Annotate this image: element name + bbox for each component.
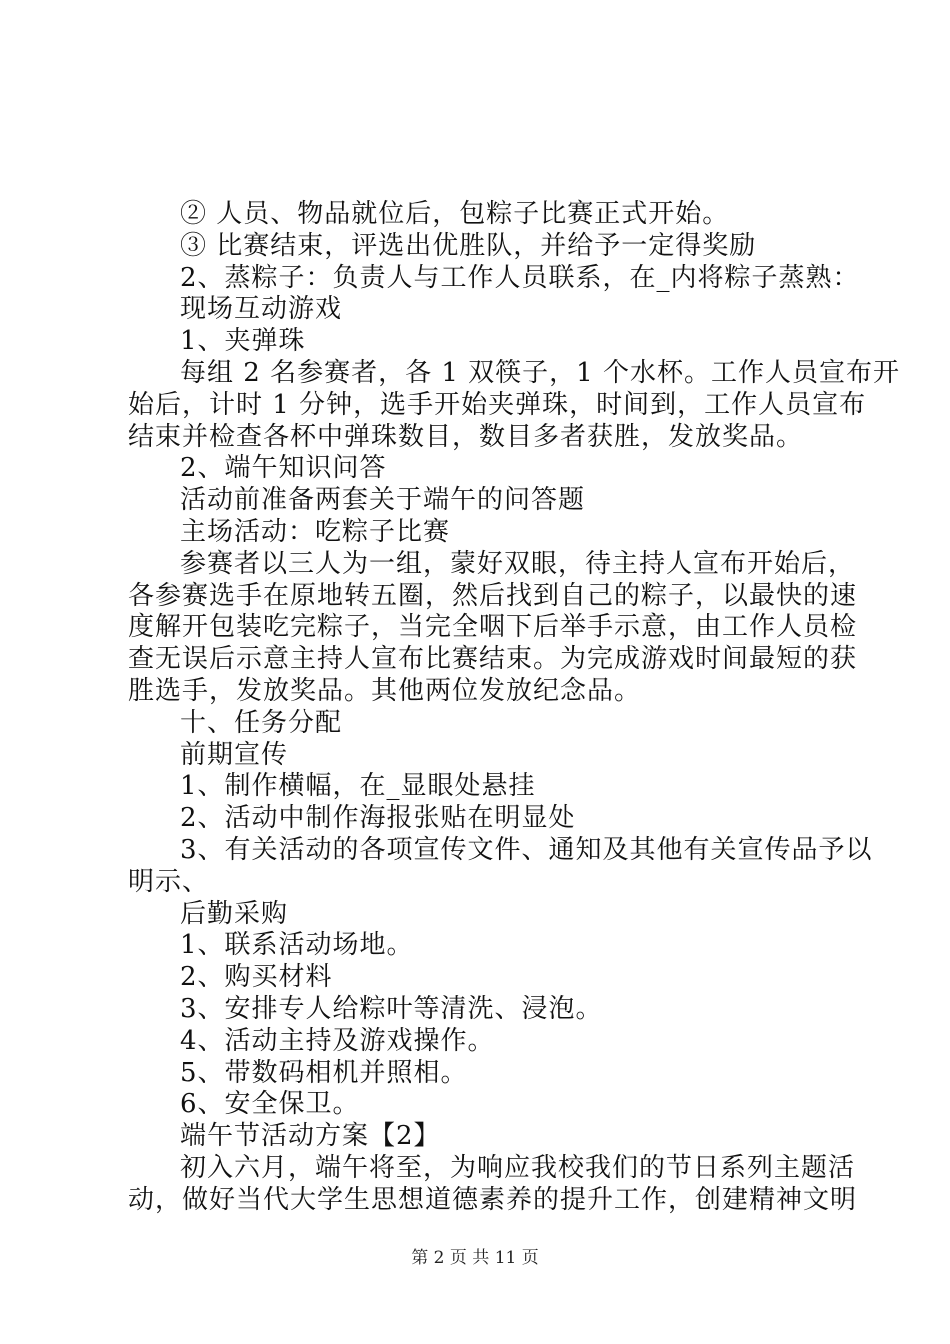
text-line: 明示、 bbox=[128, 866, 210, 897]
section-heading: 端午节活动方案【2】 bbox=[180, 1121, 441, 1152]
text-line: 3、有关活动的各项宣传文件、通知及其他有关宣传品予以 bbox=[180, 834, 873, 865]
text-line: 2、蒸粽子：负责人与工作人员联系，在_内将粽子蒸熟： bbox=[180, 262, 860, 293]
text-line: 5、带数码相机并照相。 bbox=[180, 1057, 468, 1088]
document-body bbox=[128, 199, 900, 1217]
text-line: 度解开包装吃完粽子，当完全咽下后举手示意，由工作人员检 bbox=[128, 612, 858, 643]
text-line: 参赛者以三人为一组，蒙好双眼，待主持人宣布开始后， bbox=[180, 548, 856, 579]
text-line: 各参赛选手在原地转五圈，然后找到自己的粽子，以最快的速 bbox=[128, 580, 858, 611]
text-line: 胜选手，发放奖品。其他两位发放纪念品。 bbox=[128, 675, 642, 706]
text-line: ② 人员、物品就位后，包粽子比赛正式开始。 bbox=[180, 199, 730, 229]
text-line: 1、联系活动场地。 bbox=[180, 930, 414, 961]
text-line: 3、安排专人给粽叶等清洗、浸泡。 bbox=[180, 993, 603, 1024]
page-number: 第 2 页 共 11 页 bbox=[411, 1248, 539, 1268]
page-footer bbox=[0, 1243, 950, 1268]
text-line: 6、安全保卫。 bbox=[180, 1089, 360, 1120]
text-line: 2、端午知识问答 bbox=[180, 453, 387, 484]
text-line: 每组 2 名参赛者，各 1 双筷子，1 个水杯。工作人员宣布开 bbox=[180, 357, 900, 388]
text-line: 4、活动主持及游戏操作。 bbox=[180, 1025, 495, 1056]
text-line: 1、制作横幅，在_显眼处悬挂 bbox=[180, 771, 536, 802]
text-line: 初入六月，端午将至，为响应我校我们的节日系列主题活 bbox=[180, 1152, 856, 1183]
text-line: 1、夹弹珠 bbox=[180, 326, 306, 357]
text-line: 2、活动中制作海报张贴在明显处 bbox=[180, 803, 576, 834]
section-heading: 现场互动游戏 bbox=[180, 294, 343, 325]
text-line: 结束并检查各杯中弹珠数目，数目多者获胜，发放奖品。 bbox=[128, 421, 804, 452]
section-heading: 前期宣传 bbox=[180, 739, 289, 770]
section-heading: 十、任务分配 bbox=[180, 707, 343, 738]
text-line: 动，做好当代大学生思想道德素养的提升工作，创建精神文明 bbox=[128, 1184, 858, 1215]
section-heading: 后勤采购 bbox=[180, 898, 289, 929]
text-line: 活动前准备两套关于端午的问答题 bbox=[180, 485, 586, 516]
text-line: 查无误后示意主持人宣布比赛结束。为完成游戏时间最短的获 bbox=[128, 644, 858, 675]
text-line: 2、购买材料 bbox=[180, 962, 333, 993]
text-line: ③ 比赛结束，评选出优胜队，并给予一定得奖励 bbox=[180, 230, 757, 261]
section-heading: 主场活动：吃粽子比赛 bbox=[180, 516, 451, 547]
text-line: 始后，计时 1 分钟，选手开始夹弹珠，时间到，工作人员宣布 bbox=[128, 389, 867, 420]
